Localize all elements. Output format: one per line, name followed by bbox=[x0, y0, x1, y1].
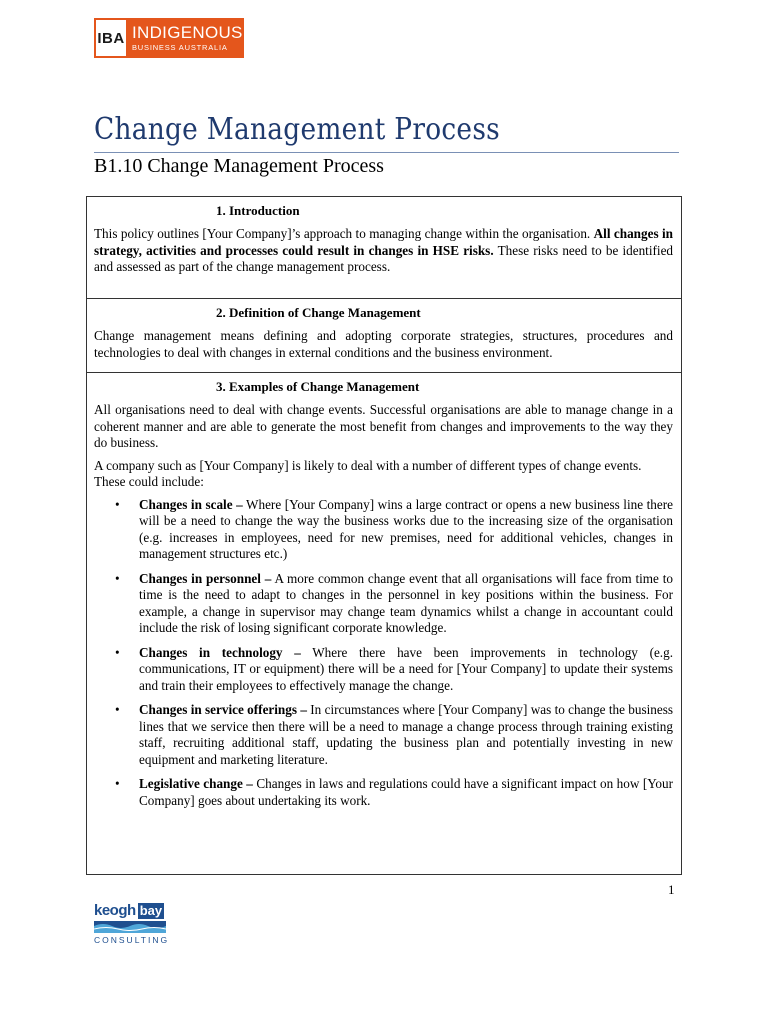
section-paragraph: All organisations need to deal with change events. Successful organisations are able to manage change in a coherent manner and are able to generate the most benefit from changes and improvements to the way they do business. bbox=[94, 402, 673, 450]
page-number: 1 bbox=[668, 882, 675, 897]
iba-logo-box: IBA bbox=[94, 18, 128, 58]
section-paragraph bbox=[94, 226, 673, 276]
list-item: • Changes in technology – Where there have been improvements in technology (e.g. communications, IT or equipment) there will be a need for [Your Company] to update their systems and train their employees to effectively manage the change. bbox=[115, 644, 673, 693]
keogh-word: keogh bbox=[94, 902, 136, 919]
change-types-list bbox=[94, 497, 673, 810]
section-heading: 3. Examples of Change Management bbox=[216, 379, 420, 394]
page-title: Change Management Process bbox=[94, 112, 500, 147]
list-item: • Changes in scale – Where [Your Company] wins a large contract or opens a new business line there will be a need to change the way the business works due to the increasing size of the organisation (e.g. increases in employees, need for new premises, need for additional vehicles, changes in management structures etc.) bbox=[115, 496, 673, 561]
list-item: • Changes in service offerings – In circumstances where [Your Company] was to change the business lines that we service then there will be a need to manage a change process through training existing staff, recruiting additional staff, updating the business plan and potentially investing in new equipment and marketing literature. bbox=[115, 702, 673, 767]
bay-word: bay bbox=[139, 903, 163, 918]
iba-logo bbox=[94, 18, 244, 58]
waves-icon bbox=[94, 921, 166, 933]
section-definition bbox=[87, 299, 681, 373]
section-paragraph: Change management means defining and adopting corporate strategies, structures, procedures and technologies to deal with changes in external conditions and the business environment. bbox=[94, 328, 673, 360]
section-paragraph: A company such as [Your Company] is likely to deal with a number of different types of change events. These could include: bbox=[94, 457, 642, 489]
paragraph-bold: All changes in strategy, activities and processes could result in changes in HSE risks. bbox=[94, 226, 673, 258]
paragraph-text: This policy outlines [Your Company]’s approach to managing change within the organisation. bbox=[94, 226, 594, 241]
section-heading: 2. Definition of Change Management bbox=[216, 305, 421, 320]
section-introduction bbox=[87, 197, 681, 299]
page-subtitle: B1.10 Change Management Process bbox=[94, 155, 384, 177]
iba-logo-subtitle: BUSINESS AUSTRALIA bbox=[132, 43, 228, 52]
paragraph-text: These risks need to be identified and assessed as part of the change management process. bbox=[94, 242, 674, 274]
iba-logo-word: INDIGENOUS bbox=[132, 23, 243, 42]
list-item: • Legislative change – Changes in laws and regulations could have a significant impact on how [Your Company] goes about undertaking its work. bbox=[115, 776, 673, 808]
policy-table bbox=[86, 196, 682, 875]
keogh-bay-logo bbox=[94, 901, 170, 945]
iba-logo-banner bbox=[128, 18, 244, 58]
section-examples bbox=[87, 373, 681, 823]
title-divider bbox=[94, 152, 679, 153]
list-item: • Changes in personnel – A more common change event that all organisations will face from time to time is the need to adapt to changes in the personnel in key positions within the business. For example, a change in supervisor may change team dynamics whilst a change in accountant could include the risk of losing significant corporate knowledge. bbox=[115, 570, 673, 635]
consulting-word: CONSULTING bbox=[94, 935, 170, 945]
section-heading: 1. Introduction bbox=[216, 203, 300, 218]
